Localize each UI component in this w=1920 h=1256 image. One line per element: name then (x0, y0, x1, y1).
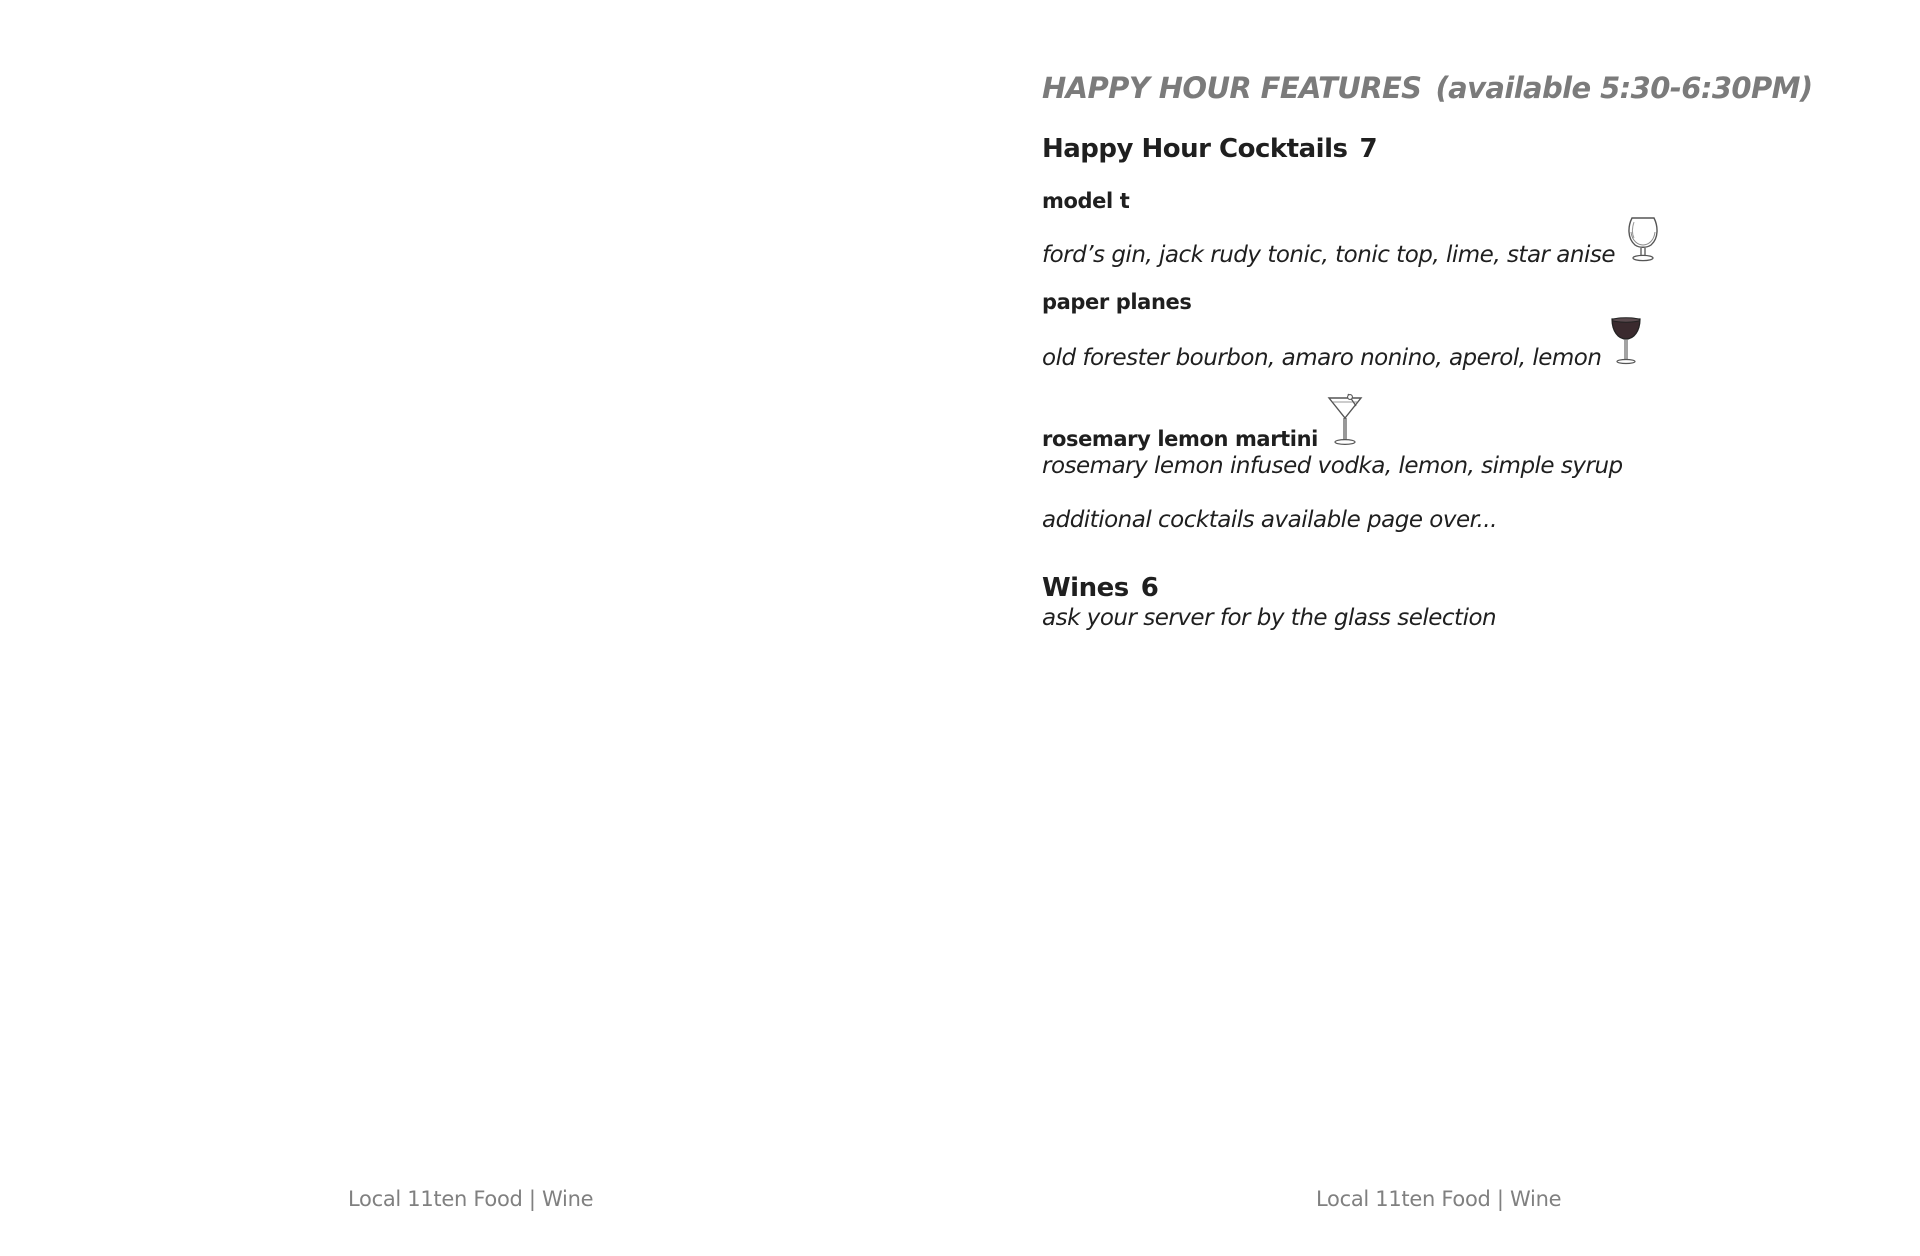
footer-right: Local 11ten Food | Wine (1316, 1187, 1562, 1211)
cocktails-price: 7 (1359, 134, 1378, 164)
additional-cocktails-note: additional cocktails available page over... (1042, 507, 1497, 533)
red-wine-glass-icon (1609, 315, 1643, 372)
wines-price: 6 (1140, 573, 1159, 603)
cocktail-name: model t (1042, 189, 1130, 213)
cocktail-name: rosemary lemon martini (1042, 427, 1318, 451)
cocktail-item-rosemary-lemon-martini (1042, 392, 1802, 480)
menu-title (1042, 66, 1813, 110)
footer-left: Local 11ten Food | Wine (348, 1187, 594, 1211)
cocktail-item-model-t (1042, 188, 1802, 269)
cocktails-heading (1042, 132, 1802, 166)
cocktail-name: paper planes (1042, 290, 1192, 314)
menu-title-text: HAPPY HOUR FEATURES (1042, 71, 1422, 105)
availability-text: (available 5:30-6:30PM) (1435, 71, 1813, 105)
wines-heading (1042, 572, 1802, 604)
snifter-glass-icon (1623, 214, 1663, 269)
cocktail-description-row (1042, 214, 1802, 269)
cocktail-item-paper-planes (1042, 289, 1802, 372)
cocktail-description: rosemary lemon infused vodka, lemon, simple syrup (1042, 453, 1623, 479)
wines-description: ask your server for by the glass selection (1042, 605, 1497, 631)
happy-hour-menu (1042, 66, 1813, 632)
cocktails-heading-text: Happy Hour Cocktails (1042, 134, 1348, 164)
cocktail-name-row (1042, 392, 1802, 452)
cocktail-description: ford’s gin, jack rudy tonic, tonic top, lime, star anise (1042, 242, 1615, 268)
cocktail-description-row (1042, 315, 1802, 372)
martini-glass-icon (1326, 392, 1364, 452)
wines-heading-text: Wines (1042, 573, 1129, 603)
cocktail-description: old forester bourbon, amaro nonino, aperol, lemon (1042, 345, 1602, 371)
